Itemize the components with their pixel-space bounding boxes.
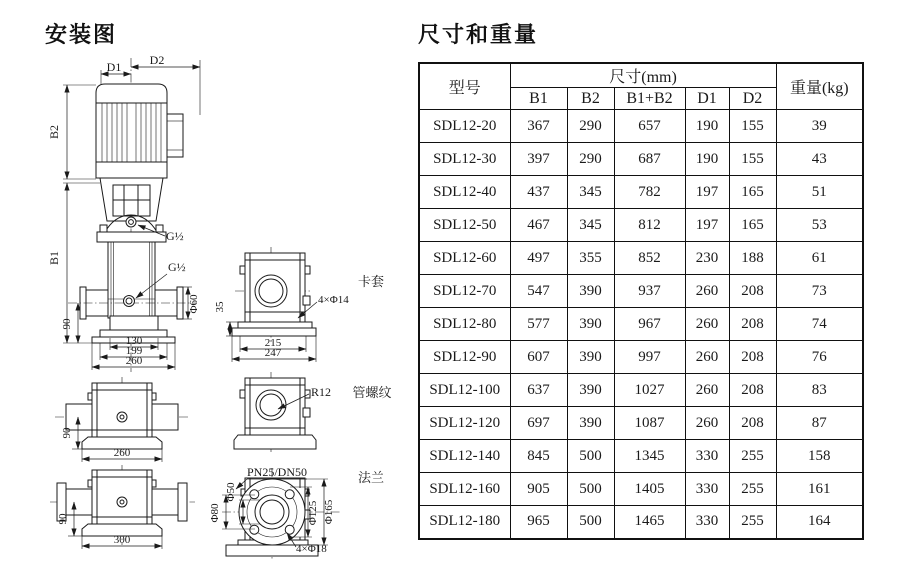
flange-rating-label: PN25/DN50 [246, 465, 308, 479]
cell-model: SDL12-120 [419, 407, 510, 440]
thread-size-label: R12 [311, 385, 332, 399]
cell-d2: 165 [729, 209, 776, 242]
table-row [419, 176, 863, 209]
cell-model: SDL12-60 [419, 242, 510, 275]
cell-b2: 390 [567, 308, 614, 341]
cell-weight: 158 [776, 440, 863, 473]
cell-b1b2: 1027 [614, 374, 685, 407]
cell-model: SDL12-40 [419, 176, 510, 209]
cell-b2: 500 [567, 506, 614, 539]
cell-b1b2: 657 [614, 110, 685, 143]
cell-weight: 51 [776, 176, 863, 209]
cell-weight: 87 [776, 407, 863, 440]
cell-b1: 905 [510, 473, 567, 506]
table-row [419, 242, 863, 275]
thread-view [234, 372, 392, 452]
flange-side-view [50, 465, 195, 549]
pump-chamber [108, 242, 155, 318]
cell-b1b2: 1405 [614, 473, 685, 506]
dim-label-d2: D2 [149, 53, 165, 67]
installation-diagram [0, 0, 410, 564]
dim-label-199: 199 [125, 345, 143, 357]
cell-b1b2: 687 [614, 143, 685, 176]
cell-d1: 260 [685, 308, 729, 341]
cell-d2: 208 [729, 308, 776, 341]
table-row [419, 473, 863, 506]
dim-label-300: 300 [113, 534, 131, 546]
cell-b1b2: 782 [614, 176, 685, 209]
flange-view [209, 465, 384, 561]
cell-model: SDL12-140 [419, 440, 510, 473]
cell-weight: 53 [776, 209, 863, 242]
cell-b2: 355 [567, 242, 614, 275]
cell-b1: 637 [510, 374, 567, 407]
cell-d1: 230 [685, 242, 729, 275]
motor-body [96, 84, 167, 178]
pipe-left [65, 489, 92, 515]
dim-label-90: 90 [57, 513, 69, 525]
cell-b2: 290 [567, 110, 614, 143]
dim-label-90: 90 [61, 318, 73, 330]
cell-b2: 290 [567, 143, 614, 176]
table-row [419, 374, 863, 407]
dim-label-215: 215 [264, 337, 282, 349]
cell-b2: 345 [567, 209, 614, 242]
cell-d2: 255 [729, 506, 776, 539]
cell-weight: 83 [776, 374, 863, 407]
bottom-port [124, 296, 135, 307]
connection-tag-flange: 法兰 [357, 470, 385, 485]
cell-b1b2: 1345 [614, 440, 685, 473]
cell-weight: 73 [776, 275, 863, 308]
cell-d2: 188 [729, 242, 776, 275]
cell-d2: 208 [729, 407, 776, 440]
pipe-stub-left [66, 404, 92, 430]
cell-d1: 190 [685, 110, 729, 143]
cell-d2: 208 [729, 341, 776, 374]
clamp-base-plate [232, 328, 316, 336]
table-row [419, 341, 863, 374]
thread-base [234, 435, 316, 449]
col-group-dimensions: 尺寸(mm) [510, 63, 776, 88]
bolt-hole [285, 490, 294, 499]
col-header-model: 型号 [419, 63, 510, 110]
installation-diagram-title: 安装图 [45, 22, 118, 47]
cell-weight: 61 [776, 242, 863, 275]
cell-b2: 390 [567, 275, 614, 308]
connection-tag-clamp: 卡套 [357, 274, 385, 289]
table-row [419, 407, 863, 440]
cell-b1: 607 [510, 341, 567, 374]
cell-b2: 390 [567, 341, 614, 374]
cell-b1: 497 [510, 242, 567, 275]
cell-weight: 76 [776, 341, 863, 374]
cell-b1b2: 997 [614, 341, 685, 374]
col-header-weight: 重量(kg) [776, 63, 863, 110]
cell-model: SDL12-100 [419, 374, 510, 407]
cell-b1b2: 937 [614, 275, 685, 308]
cell-b1b2: 1465 [614, 506, 685, 539]
cell-d1: 197 [685, 209, 729, 242]
dim-label-90: 90 [61, 427, 73, 439]
bolt-hole [250, 490, 259, 499]
dim-label-130: 130 [125, 335, 143, 347]
cell-b1b2: 967 [614, 308, 685, 341]
cell-d1: 330 [685, 440, 729, 473]
cell-d1: 260 [685, 341, 729, 374]
cell-d2: 208 [729, 374, 776, 407]
cell-b1: 965 [510, 506, 567, 539]
terminal-box [167, 114, 183, 157]
cell-d1: 197 [685, 176, 729, 209]
pump-pedestal [110, 316, 158, 330]
dim-label-d1: D1 [106, 60, 122, 74]
thread-label-bottom: G½ [168, 260, 186, 274]
cell-d2: 165 [729, 176, 776, 209]
table-row [419, 275, 863, 308]
cell-d1: 330 [685, 506, 729, 539]
table-row [419, 209, 863, 242]
cell-b1: 467 [510, 209, 567, 242]
dimensions-weight-title: 尺寸和重量 [418, 22, 539, 47]
dim-label-260: 260 [113, 447, 131, 459]
table-row [419, 143, 863, 176]
dim-label-phi165: Φ165 [323, 499, 335, 525]
cell-b1b2: 812 [614, 209, 685, 242]
cell-model: SDL12-180 [419, 506, 510, 539]
flange-disc-right [178, 483, 187, 521]
cell-model: SDL12-30 [419, 143, 510, 176]
dim-label-35: 35 [214, 301, 226, 313]
connection-tag-thread: 管螺纹 [352, 385, 392, 400]
cell-weight: 39 [776, 110, 863, 143]
dim-label-260: 260 [125, 355, 143, 367]
col-header-b1b2: B1+B2 [614, 88, 685, 110]
cell-d1: 260 [685, 407, 729, 440]
cell-b1: 845 [510, 440, 567, 473]
cell-b2: 345 [567, 176, 614, 209]
cell-b2: 390 [567, 407, 614, 440]
cell-d2: 255 [729, 440, 776, 473]
dim-label-phi60: Φ60 [188, 294, 200, 314]
col-header-b2: B2 [567, 88, 614, 110]
table-row [419, 308, 863, 341]
port-circle [255, 275, 287, 307]
pipe-right [152, 489, 179, 515]
cell-weight: 43 [776, 143, 863, 176]
cell-b1: 397 [510, 143, 567, 176]
dim-label-247: 247 [264, 347, 282, 359]
cell-d2: 155 [729, 110, 776, 143]
cell-b1: 437 [510, 176, 567, 209]
cell-weight: 74 [776, 308, 863, 341]
dim-label-phi125: Φ125 [307, 500, 319, 526]
cell-d1: 260 [685, 275, 729, 308]
cell-model: SDL12-70 [419, 275, 510, 308]
cell-b2: 500 [567, 473, 614, 506]
pump-body [92, 383, 152, 437]
thread-side-view [55, 377, 188, 462]
cell-d1: 260 [685, 374, 729, 407]
cell-b1b2: 1087 [614, 407, 685, 440]
cell-model: SDL12-20 [419, 110, 510, 143]
dim-label-b2: B2 [47, 124, 61, 140]
cell-weight: 164 [776, 506, 863, 539]
dim-label-b1: B1 [47, 250, 61, 266]
cell-model: SDL12-80 [419, 308, 510, 341]
table-row [419, 110, 863, 143]
pump-flange-plate [97, 232, 166, 242]
cell-b1: 547 [510, 275, 567, 308]
cell-d2: 208 [729, 275, 776, 308]
cell-b2: 390 [567, 374, 614, 407]
cell-b1b2: 852 [614, 242, 685, 275]
cell-d1: 330 [685, 473, 729, 506]
cell-d2: 255 [729, 473, 776, 506]
cell-b1: 367 [510, 110, 567, 143]
cell-model: SDL12-160 [419, 473, 510, 506]
dim-label-phi80: Φ80 [209, 503, 221, 523]
col-header-d1: D1 [685, 88, 729, 110]
cell-d1: 190 [685, 143, 729, 176]
cell-weight: 161 [776, 473, 863, 506]
cell-b1: 697 [510, 407, 567, 440]
cell-d2: 155 [729, 143, 776, 176]
cell-model: SDL12-50 [419, 209, 510, 242]
clamp-view [214, 247, 384, 362]
pipe-stub-right [152, 404, 178, 430]
cell-model: SDL12-90 [419, 341, 510, 374]
col-header-b1: B1 [510, 88, 567, 110]
bolt-hole [250, 525, 259, 534]
front-view [47, 53, 200, 372]
cell-b2: 500 [567, 440, 614, 473]
top-port [126, 217, 136, 227]
flange-outer-circle [239, 479, 305, 545]
cell-b1: 577 [510, 308, 567, 341]
bolt-hole [285, 525, 294, 534]
col-header-d2: D2 [729, 88, 776, 110]
table-row [419, 440, 863, 473]
header-row-group [419, 63, 863, 88]
table-row [419, 506, 863, 539]
thread-label-top: G½ [166, 229, 184, 243]
holes-label-phi14: 4×Φ14 [318, 294, 349, 306]
dim-label-phi50: Φ50 [225, 482, 237, 502]
holes-label-phi18: 4×Φ18 [296, 543, 327, 555]
dimensions-weight-table [418, 62, 864, 540]
